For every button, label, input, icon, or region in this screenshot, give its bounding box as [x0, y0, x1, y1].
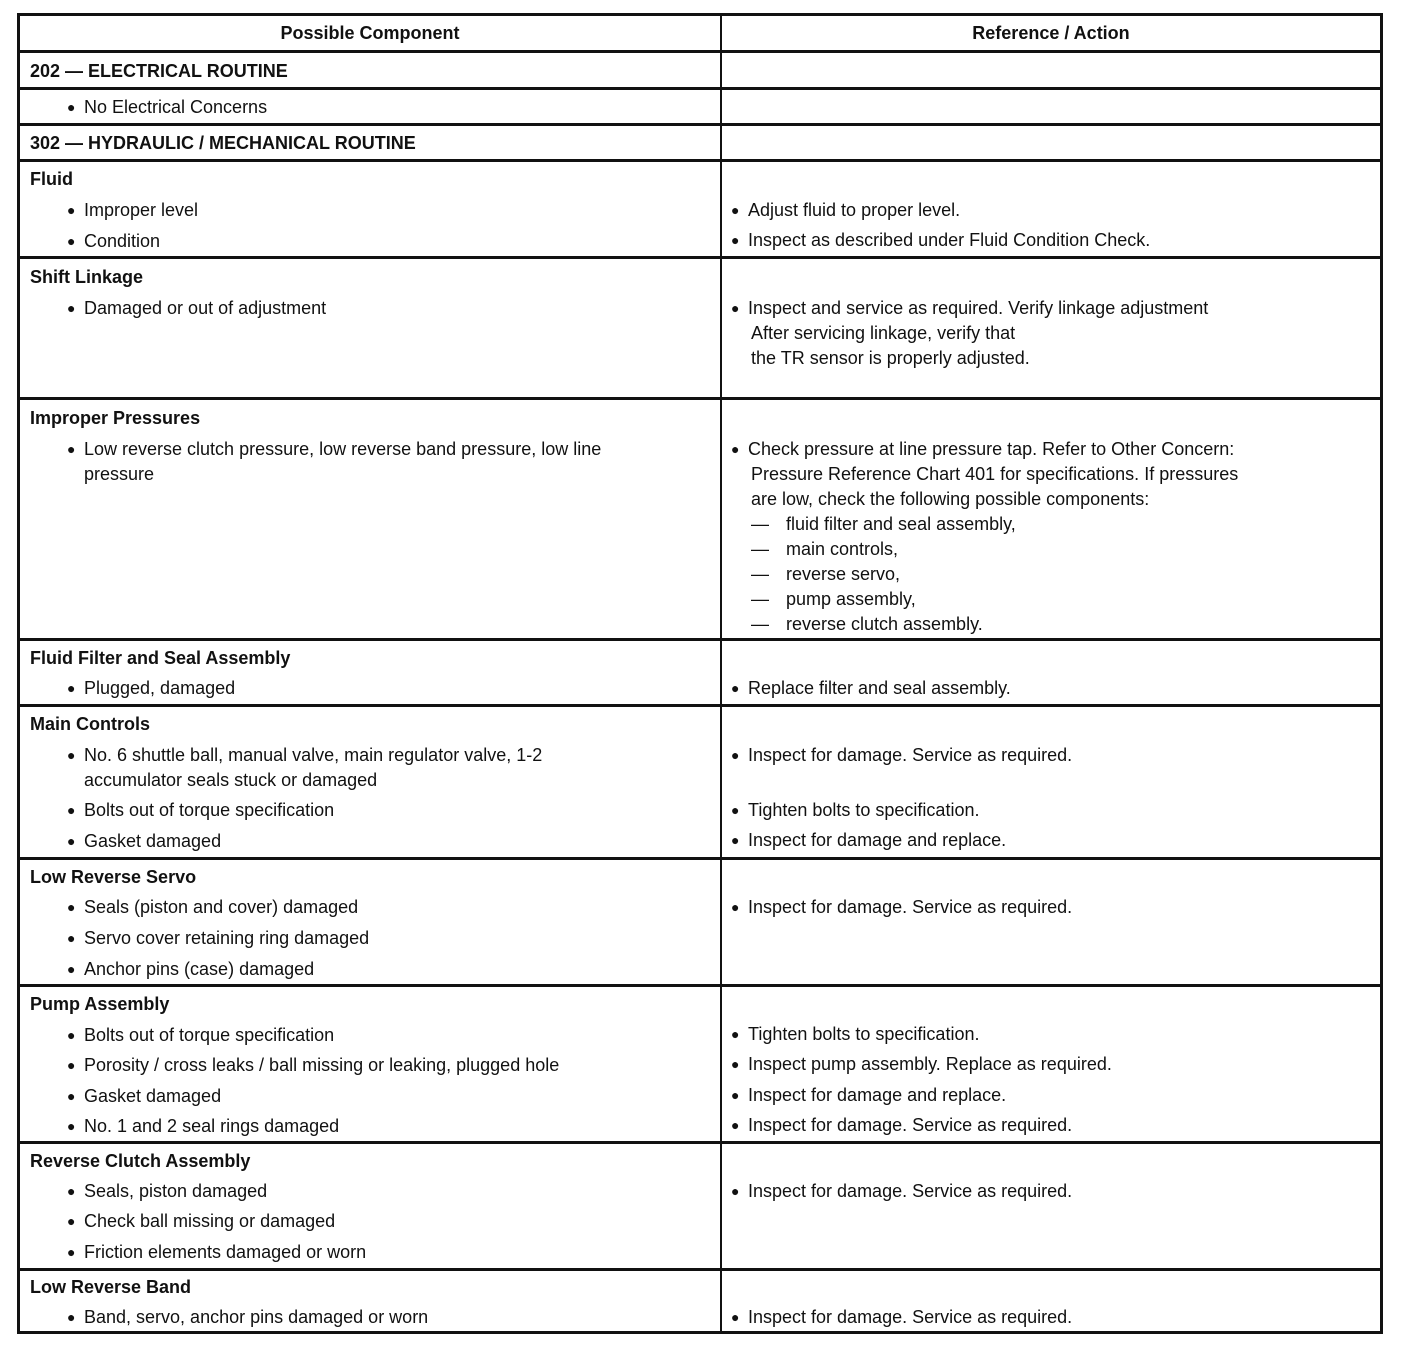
bullet-icon: ● [67, 1088, 76, 1104]
fluid-filter-title: Fluid Filter and Seal Assembly [30, 648, 291, 668]
list-item: ● Anchor pins (case) damaged [67, 957, 314, 982]
list-item: ● Seals, piston damaged [67, 1179, 267, 1204]
bullet-icon: ● [67, 1118, 76, 1134]
dash-item: — fluid filter and seal assembly, [751, 514, 1016, 534]
action-item: ● Inspect for damage. Service as required. [731, 1113, 1072, 1138]
list-item: ● No. 1 and 2 seal rings damaged [67, 1114, 339, 1139]
pump-assembly-row [20, 987, 1380, 1144]
bullet-icon: ● [67, 1309, 76, 1325]
bullet-icon: ● [67, 833, 76, 849]
dash-item: — reverse clutch assembly. [751, 614, 983, 634]
bullet-icon: ● [67, 930, 76, 946]
list-item: ● Porosity / cross leaks / ball missing or leaking, plugged hole [67, 1053, 559, 1078]
action-item: ● Inspect for damage. Service as required. [731, 743, 1072, 768]
bullet-icon: ● [731, 1117, 740, 1133]
header-possible-component: Possible Component [20, 16, 722, 50]
action-item: ● Tighten bolts to specification. [731, 1022, 979, 1047]
bullet-icon: ● [67, 1027, 76, 1043]
list-item: ● Improper level [67, 198, 198, 223]
section-202-row [20, 53, 1380, 90]
section-202-title: 202 — ELECTRICAL ROUTINE [30, 61, 288, 81]
reverse-clutch-title: Reverse Clutch Assembly [30, 1151, 251, 1171]
bullet-icon: ● [731, 300, 740, 316]
diagnostic-table [17, 13, 1383, 1334]
list-item: ● No Electrical Concerns [67, 95, 267, 120]
bullet-icon: ● [67, 1213, 76, 1229]
list-item: ● Gasket damaged [67, 829, 221, 854]
list-item-continuation: pressure [84, 464, 155, 484]
pump-assembly-title: Pump Assembly [30, 994, 170, 1014]
list-item: ● Gasket damaged [67, 1084, 221, 1109]
bullet-icon: ● [67, 300, 76, 316]
bullet-icon: ● [67, 961, 76, 977]
fluid-row [20, 162, 1380, 259]
action-item: ● Adjust fluid to proper level. [731, 198, 960, 223]
action-line: the TR sensor is properly adjusted. [751, 348, 1030, 368]
action-item: ● Check pressure at line pressure tap. Refer to Other Concern: [731, 437, 1234, 462]
bullet-icon: ● [67, 233, 76, 249]
bullet-icon: ● [67, 1183, 76, 1199]
section-302-title: 302 — HYDRAULIC / MECHANICAL ROUTINE [30, 133, 416, 153]
bullet-icon: ● [67, 680, 76, 696]
list-item: ● Band, servo, anchor pins damaged or worn [67, 1305, 428, 1330]
bullet-icon: ● [731, 899, 740, 915]
action-item: ● Inspect for damage. Service as required. [731, 895, 1072, 920]
bullet-icon: ● [731, 1056, 740, 1072]
table-row [20, 90, 1380, 126]
list-item: ● No. 6 shuttle ball, manual valve, main regulator valve, 1-2 [67, 743, 542, 768]
dash-item: — pump assembly, [751, 589, 916, 609]
bullet-icon: ● [67, 1244, 76, 1260]
fluid-filter-row [20, 641, 1380, 707]
bullet-icon: ● [67, 747, 76, 763]
list-item: ● Seals (piston and cover) damaged [67, 895, 358, 920]
low-reverse-band-title: Low Reverse Band [30, 1277, 192, 1297]
header-reference-action: Reference / Action [972, 23, 1130, 43]
bullet-icon: ● [67, 441, 76, 457]
action-item: ● Inspect pump assembly. Replace as required. [731, 1052, 1112, 1077]
bullet-icon: ● [731, 202, 740, 218]
action-item: ● Inspect for damage. Service as required. [731, 1179, 1072, 1204]
dash-item: — main controls, [751, 539, 899, 559]
improper-pressures-title: Improper Pressures [30, 408, 201, 428]
reverse-clutch-row [20, 1144, 1380, 1271]
action-item: ● Inspect as described under Fluid Condition Check. [731, 228, 1150, 253]
bullet-icon: ● [67, 899, 76, 915]
action-item: ● Inspect for damage and replace. [731, 828, 1006, 853]
list-item: ● Condition [67, 229, 160, 254]
list-item: ● Check ball missing or damaged [67, 1209, 335, 1234]
bullet-icon: ● [731, 802, 740, 818]
dash-item: — reverse servo, [751, 564, 901, 584]
list-item: ● Bolts out of torque specification [67, 798, 334, 823]
bullet-icon: ● [731, 1087, 740, 1103]
list-item-continuation: accumulator seals stuck or damaged [84, 770, 378, 790]
bullet-icon: ● [731, 232, 740, 248]
bullet-icon: ● [731, 832, 740, 848]
bullet-icon: ● [731, 1026, 740, 1042]
list-item: ● Friction elements damaged or worn [67, 1240, 366, 1265]
bullet-icon: ● [731, 1183, 740, 1199]
low-reverse-servo-title: Low Reverse Servo [30, 867, 197, 887]
main-controls-title: Main Controls [30, 714, 150, 734]
list-item: ● Servo cover retaining ring damaged [67, 926, 369, 951]
bullet-icon: ● [67, 202, 76, 218]
list-item: ● Damaged or out of adjustment [67, 296, 326, 321]
shift-linkage-title: Shift Linkage [30, 267, 144, 287]
action-item: ● Inspect for damage. Service as required. [731, 1305, 1072, 1330]
low-reverse-band-row [20, 1271, 1380, 1331]
section-302-row [20, 126, 1380, 162]
action-item: ● Replace filter and seal assembly. [731, 676, 1011, 701]
action-item: ● Tighten bolts to specification. [731, 798, 979, 823]
fluid-title: Fluid [30, 169, 73, 189]
main-controls-row [20, 707, 1380, 860]
bullet-icon: ● [731, 1309, 740, 1325]
bullet-icon: ● [731, 747, 740, 763]
action-item: ● Inspect for damage and replace. [731, 1083, 1006, 1108]
table-header-row [20, 16, 1380, 53]
action-line: Pressure Reference Chart 401 for specifications. If pressures [751, 464, 1239, 484]
bullet-icon: ● [67, 99, 76, 115]
list-item: ● Low reverse clutch pressure, low reverse band pressure, low line [67, 437, 601, 462]
list-item: ● Bolts out of torque specification [67, 1023, 334, 1048]
low-reverse-servo-row [20, 860, 1380, 987]
bullet-icon: ● [67, 1057, 76, 1073]
action-item: ● Inspect and service as required. Verify linkage adjustment [731, 296, 1208, 321]
improper-pressures-row [20, 400, 1380, 641]
shift-linkage-row [20, 259, 1380, 400]
bullet-icon: ● [731, 680, 740, 696]
action-line: After servicing linkage, verify that [751, 323, 1016, 343]
list-item: ● Plugged, damaged [67, 676, 235, 701]
bullet-icon: ● [67, 802, 76, 818]
bullet-icon: ● [731, 441, 740, 457]
action-line: are low, check the following possible components: [751, 489, 1150, 509]
